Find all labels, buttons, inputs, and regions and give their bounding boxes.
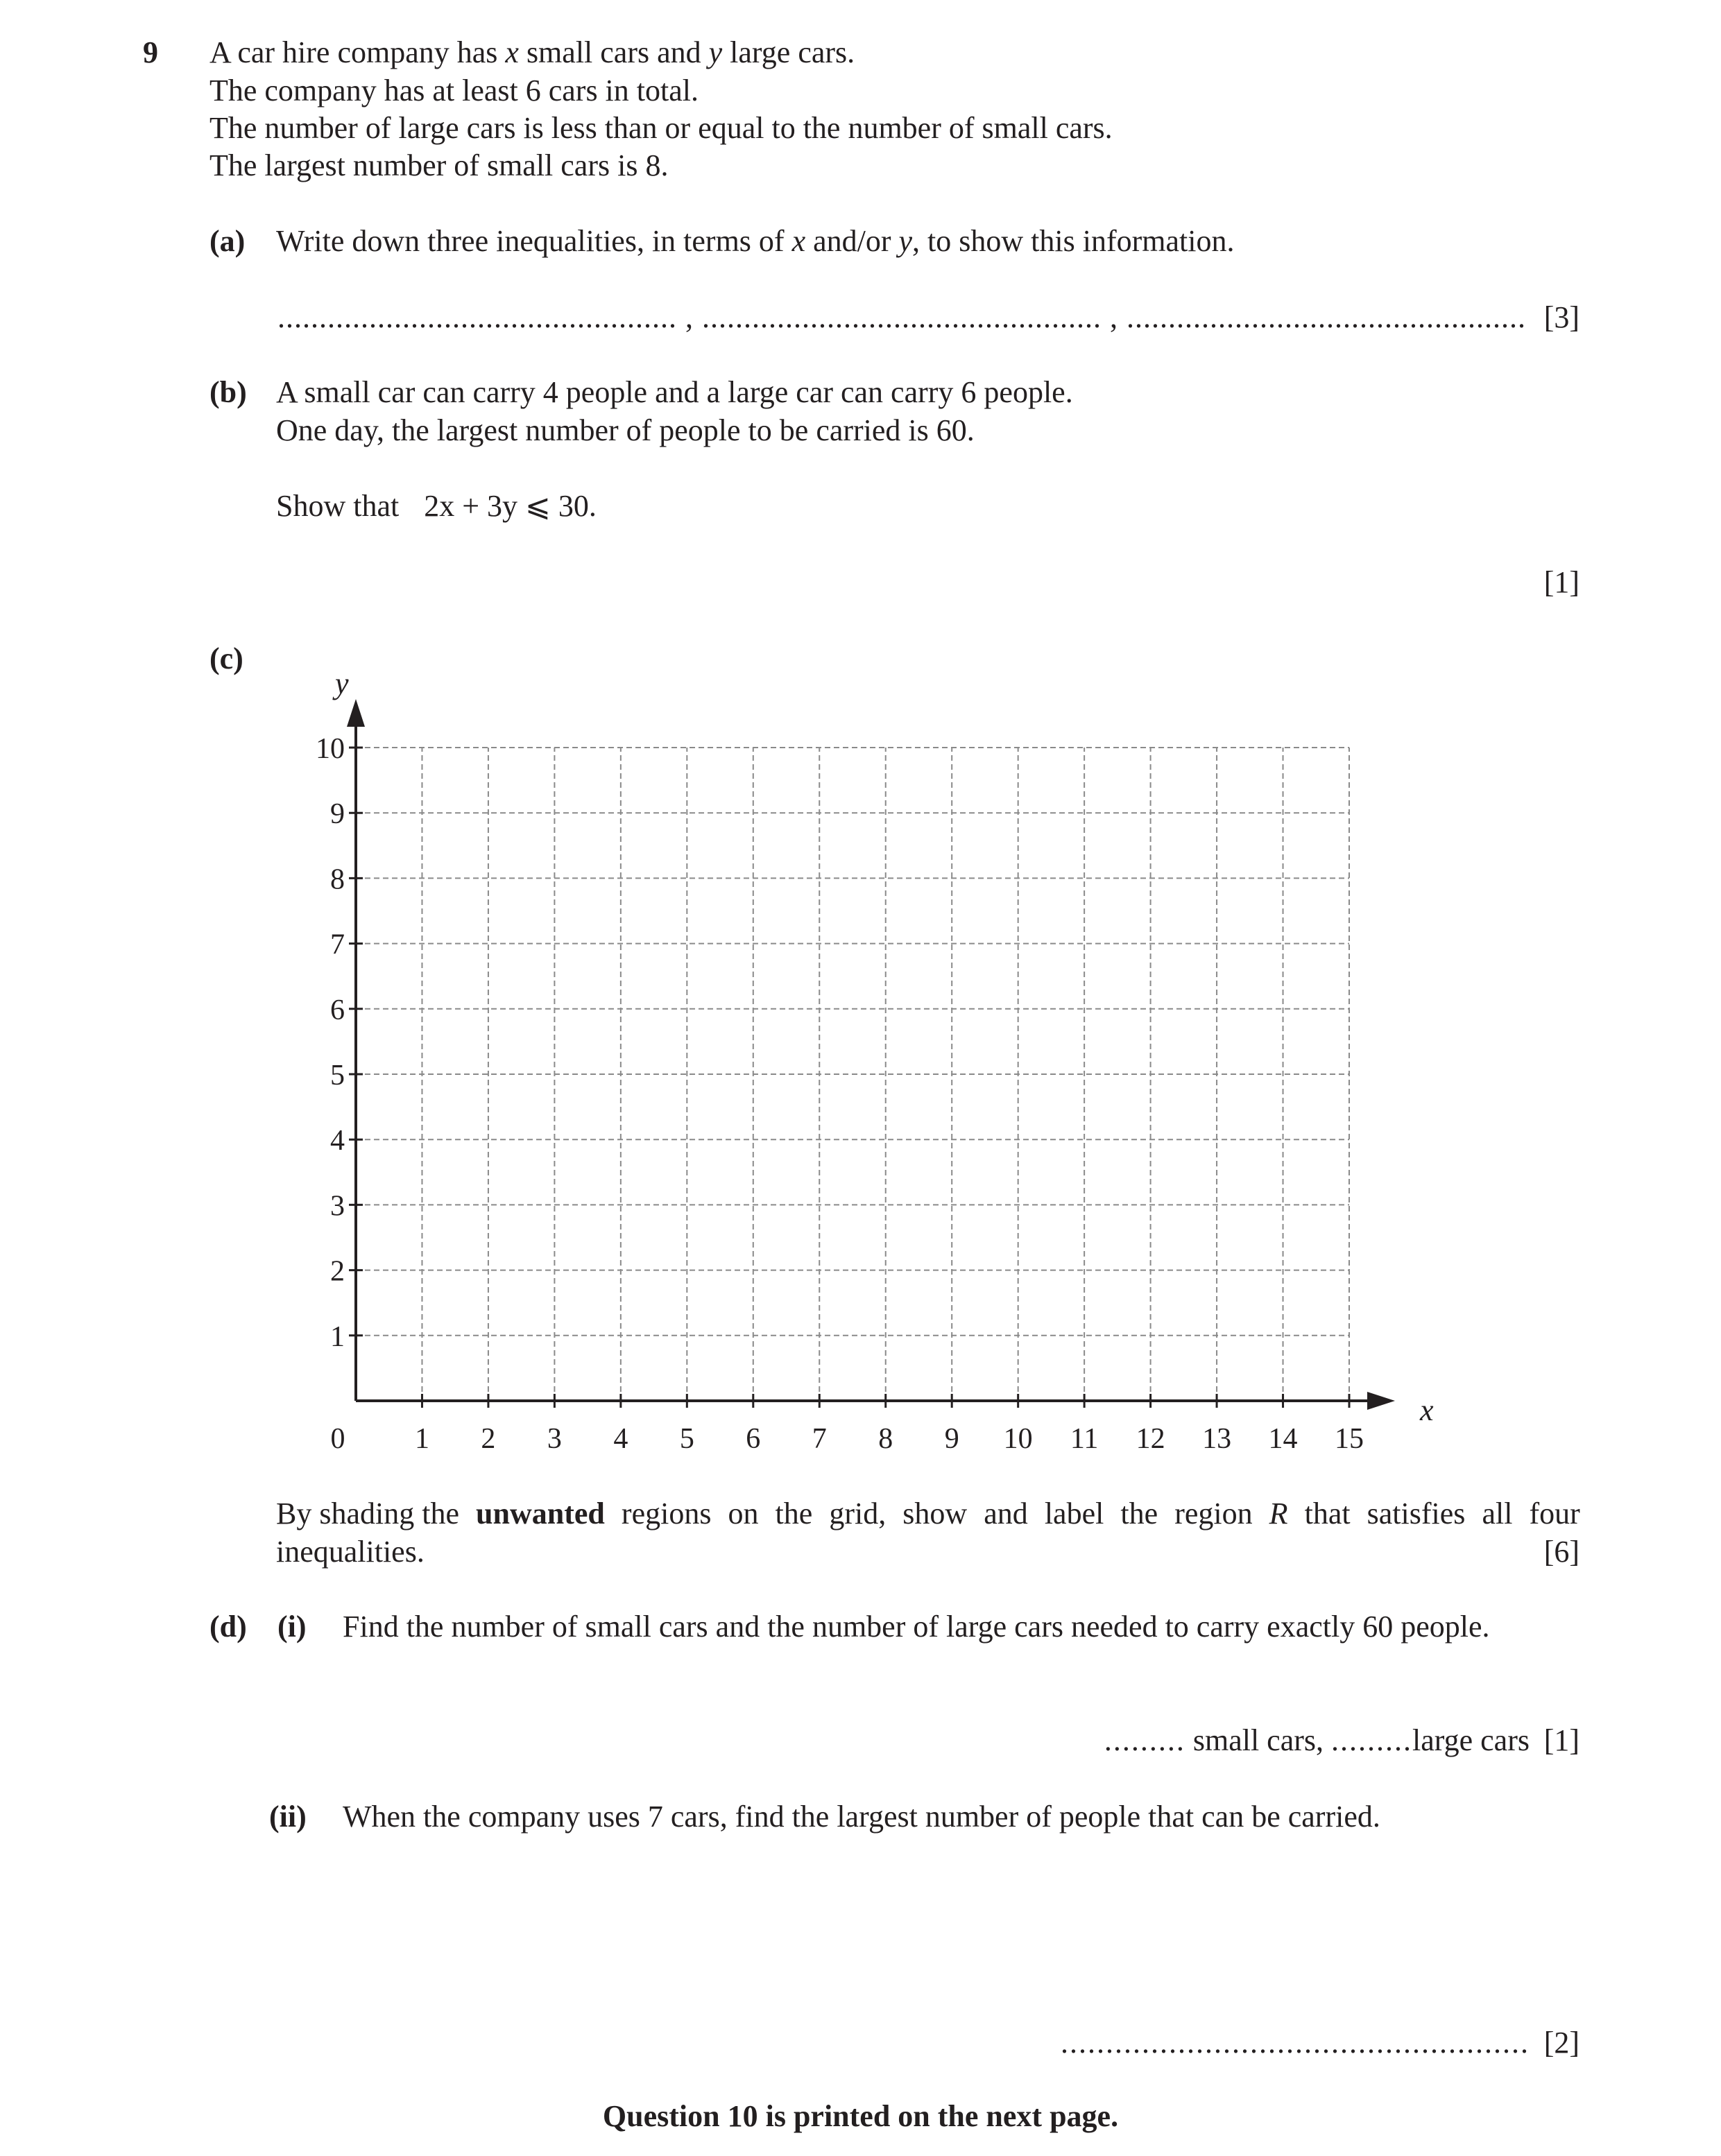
y-tick-label-5: 5 bbox=[330, 1060, 345, 1092]
x-tick-label-12: 12 bbox=[1136, 1423, 1165, 1455]
grid-lines bbox=[356, 748, 1349, 1401]
part-c-marks: [6] bbox=[1543, 1535, 1579, 1569]
question-number: 9 bbox=[143, 35, 158, 69]
part-a-label: (a) bbox=[209, 224, 246, 258]
axes bbox=[347, 699, 1395, 1410]
intro-line-3: The number of large cars is less than or equal to the number of small cars. bbox=[209, 111, 1113, 145]
x-tick-label-15: 15 bbox=[1335, 1423, 1364, 1455]
part-d-ii-answer-line[interactable]: .................................................... bbox=[1061, 2026, 1530, 2060]
intro-line-4: The largest number of small cars is 8. bbox=[209, 148, 669, 182]
y-tick-label-4: 4 bbox=[330, 1125, 345, 1157]
part-d-i-marks: [1] bbox=[1543, 1723, 1579, 1757]
y-axis-label: y bbox=[335, 666, 349, 700]
part-d-i-label: (i) bbox=[277, 1610, 307, 1644]
tick-labels bbox=[316, 666, 1434, 1455]
y-tick-label-2: 2 bbox=[330, 1255, 345, 1288]
part-d-label: (d) bbox=[209, 1610, 247, 1644]
part-b-line-1: A small car can carry 4 people and a large car can carry 6 people. bbox=[276, 375, 1073, 409]
x-tick-label-8: 8 bbox=[878, 1423, 893, 1455]
footer-next-page: Question 10 is printed on the next page. bbox=[602, 2099, 1119, 2133]
part-b-inequality: 2x + 3y ⩽ 30. bbox=[424, 489, 597, 523]
x-tick-label-14: 14 bbox=[1268, 1423, 1298, 1455]
part-d-ii-question: When the company uses 7 cars, find the largest number of people that can be carried. bbox=[343, 1800, 1380, 1834]
x-tick-label-5: 5 bbox=[679, 1423, 694, 1455]
y-tick-label-1: 1 bbox=[330, 1320, 345, 1353]
part-b-show-that: Show that 2x + 3y ⩽ 30. bbox=[276, 489, 597, 523]
x-tick-label-9: 9 bbox=[944, 1423, 959, 1455]
x-tick-label-4: 4 bbox=[613, 1423, 628, 1455]
part-b-label: (b) bbox=[209, 375, 247, 409]
intro-line-2: The company has at least 6 cars in total. bbox=[209, 74, 699, 107]
part-b-line-2: One day, the largest number of people to be carried is 60. bbox=[276, 413, 975, 447]
x-tick-label-2: 2 bbox=[481, 1423, 496, 1455]
part-a-marks: [3] bbox=[1543, 300, 1579, 334]
part-d-ii-marks: [2] bbox=[1543, 2026, 1579, 2060]
x-tick-label-6: 6 bbox=[746, 1423, 761, 1455]
x-tick-label-1: 1 bbox=[414, 1423, 429, 1455]
part-d-i-answer: ......... small cars, .........large cars bbox=[1104, 1723, 1530, 1757]
part-c-instruction-line-2: inequalities. bbox=[276, 1535, 425, 1569]
part-b-marks: [1] bbox=[1543, 565, 1579, 599]
x-tick-label-11: 11 bbox=[1070, 1423, 1099, 1455]
x-tick-label-0: 0 bbox=[330, 1423, 345, 1455]
x-axis-arrow-icon bbox=[1367, 1392, 1395, 1410]
x-tick-label-3: 3 bbox=[547, 1423, 562, 1455]
y-tick-label-9: 9 bbox=[330, 798, 345, 831]
y-tick-label-7: 7 bbox=[330, 929, 345, 961]
x-tick-label-7: 7 bbox=[812, 1423, 827, 1455]
small-cars-answer[interactable]: ......... bbox=[1104, 1723, 1185, 1757]
large-cars-answer[interactable]: ......... bbox=[1331, 1723, 1413, 1757]
part-d-ii-label: (ii) bbox=[269, 1800, 307, 1834]
y-tick-label-6: 6 bbox=[330, 994, 345, 1026]
x-tick-label-10: 10 bbox=[1003, 1423, 1033, 1455]
part-d-i-question: Find the number of small cars and the number of large cars needed to carry exactly 60 people. bbox=[343, 1610, 1490, 1644]
part-a-answer-line[interactable]: ................................................ , ................................................ , ................................................ bbox=[277, 300, 1526, 334]
y-tick-label-10: 10 bbox=[316, 733, 345, 765]
y-axis-arrow-icon bbox=[347, 699, 365, 727]
part-c-label: (c) bbox=[209, 641, 243, 675]
x-axis-label: x bbox=[1420, 1393, 1434, 1427]
y-tick-label-3: 3 bbox=[330, 1190, 345, 1223]
part-c-instruction-line-1: By shading the unwanted regions on the grid, show and label the region R that satisfies all four bbox=[276, 1497, 1580, 1530]
y-tick-label-8: 8 bbox=[330, 863, 345, 896]
part-a-question: Write down three inequalities, in terms of x and/or y, to show this information. bbox=[276, 224, 1235, 258]
intro-line-1: A car hire company has x small cars and y large cars. bbox=[209, 35, 855, 69]
x-tick-label-13: 13 bbox=[1202, 1423, 1232, 1455]
